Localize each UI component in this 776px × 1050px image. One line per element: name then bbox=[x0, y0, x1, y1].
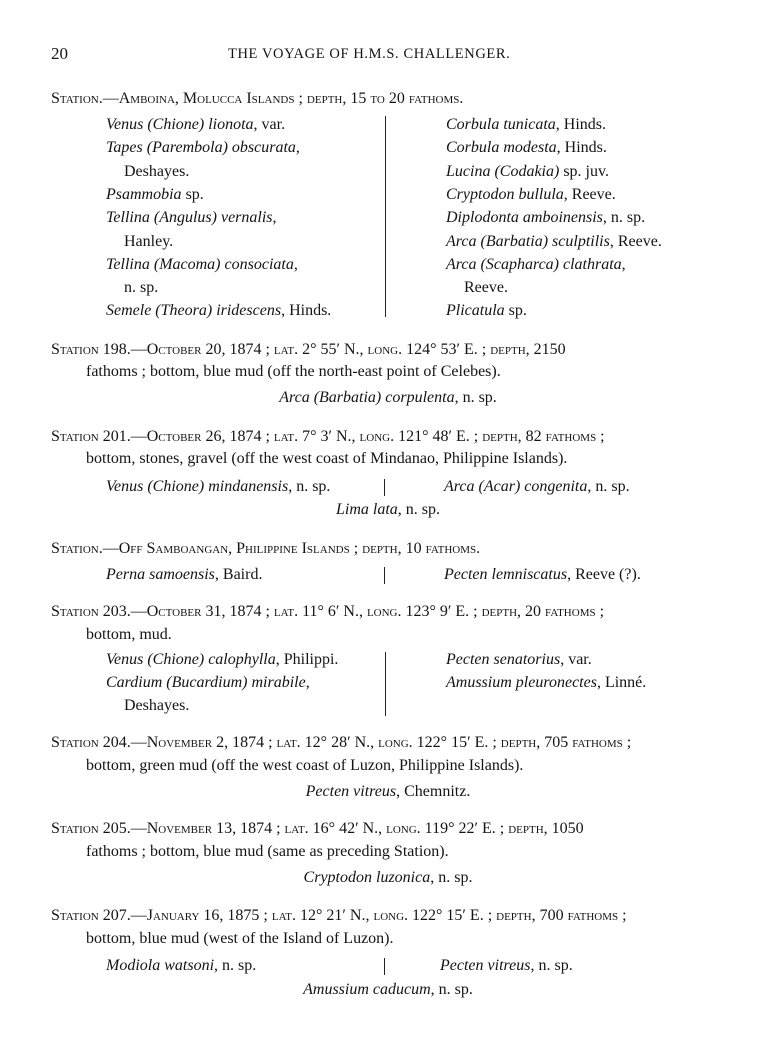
station-207-heading-line2: bottom, blue mud (west of the Island of Luzon). bbox=[86, 930, 394, 947]
species-name: Diplodonta amboinensis bbox=[446, 209, 603, 227]
station-heading-samboangan: Station.—Off Samboangan, Philippine Islands ; depth, 10 fathoms. bbox=[51, 540, 481, 557]
species-authority: , Reeve (?). bbox=[567, 566, 641, 583]
species-authority: , n. sp. bbox=[454, 389, 497, 406]
species-name: Pecten vitreus bbox=[440, 957, 531, 974]
species-centered bbox=[0, 501, 776, 519]
species-line bbox=[124, 279, 158, 297]
species-name: Arca (Barbatia) corpulenta bbox=[279, 389, 455, 406]
species-line bbox=[106, 302, 331, 320]
species-authority: , Reeve. bbox=[563, 185, 616, 203]
species-authority: , var. bbox=[253, 116, 286, 133]
species-line bbox=[106, 116, 285, 134]
species-authority: , Hinds. bbox=[555, 116, 607, 133]
station-heading-amboina: Station.—Amboina, Molucca Islands ; depth, 15 to 20 fathoms. bbox=[51, 90, 464, 107]
species-name: Corbula tunicata bbox=[446, 116, 556, 133]
species-authority: , Reeve. bbox=[609, 232, 662, 250]
station-205-heading-line2: fathoms ; bottom, blue mud (same as preceding Station). bbox=[86, 843, 449, 860]
species-left bbox=[106, 478, 330, 496]
species-line bbox=[106, 186, 204, 204]
species-centered bbox=[0, 981, 776, 999]
species-name: Cryptodon luzonica bbox=[303, 869, 431, 886]
species-name: Pecten lemniscatus bbox=[444, 566, 568, 583]
species-name: Pecten senatorius bbox=[446, 651, 561, 668]
species-name: Cardium (Bucardium) mirabile bbox=[106, 674, 306, 691]
species-authority: , Philippi. bbox=[275, 651, 339, 668]
station-204-heading-line2: bottom, green mud (off the west coast of Luzon, Philippine Islands). bbox=[86, 757, 524, 774]
species-authority: , n. sp. bbox=[602, 209, 646, 227]
species-name: Tapes (Parembola) obscurata bbox=[106, 139, 296, 157]
column-divider bbox=[385, 116, 386, 317]
species-line bbox=[446, 139, 607, 157]
species-centered bbox=[0, 869, 776, 887]
column-divider bbox=[384, 479, 385, 496]
species-authority: , var. bbox=[560, 651, 592, 668]
species-authority: , Chemnitz. bbox=[396, 783, 471, 800]
species-authority: Deshayes. bbox=[124, 697, 190, 714]
species-authority: , Hinds. bbox=[281, 302, 332, 320]
species-authority: , n. sp. bbox=[214, 957, 257, 974]
species-centered bbox=[0, 389, 776, 407]
species-line bbox=[106, 651, 338, 669]
species-name: Psammobia bbox=[106, 185, 182, 203]
species-name: Perna samoensis bbox=[106, 566, 215, 583]
species-name: Cryptodon bullula bbox=[446, 185, 564, 203]
species-name: Arca (Scapharca) clathrata bbox=[446, 255, 622, 273]
station-205-heading-line1: Station 205.—November 13, 1874 ; lat. 16° 42′ N., long. 119° 22′ E. ; depth, 1050 bbox=[51, 820, 584, 837]
species-authority: n. sp. bbox=[124, 279, 159, 297]
species-line bbox=[446, 233, 662, 251]
species-name: Semele (Theora) iridescens bbox=[106, 302, 282, 320]
species-line bbox=[124, 697, 189, 715]
species-line bbox=[106, 256, 298, 274]
species-authority: , n. sp. bbox=[530, 957, 573, 974]
station-204-heading-line1: Station 204.—November 2, 1874 ; lat. 12° 28′ N., long. 122° 15′ E. ; depth, 705 fathoms ; bbox=[51, 734, 632, 751]
species-line bbox=[106, 674, 310, 692]
species-authority: , Hinds. bbox=[556, 139, 607, 157]
species-line bbox=[446, 302, 527, 320]
station-201-heading-line2: bottom, stones, gravel (off the west coast of Mindanao, Philippine Islands). bbox=[86, 450, 568, 467]
species-authority: , Baird. bbox=[214, 566, 263, 583]
species-authority: , bbox=[272, 209, 277, 227]
species-name: Venus (Chione) calophylla bbox=[106, 651, 276, 668]
species-line bbox=[446, 116, 606, 134]
running-title: THE VOYAGE OF H.M.S. CHALLENGER. bbox=[228, 46, 511, 62]
species-authority: Hanley. bbox=[124, 232, 174, 250]
species-name: Plicatula bbox=[446, 302, 505, 320]
species-line bbox=[464, 279, 508, 297]
species-name: Lima lata bbox=[335, 501, 398, 518]
species-line bbox=[446, 209, 645, 227]
column-divider bbox=[385, 652, 386, 716]
station-207-heading-line1: Station 207.—January 16, 1875 ; lat. 12° 21′ N., long. 122° 15′ E. ; depth, 700 fathoms ; bbox=[51, 907, 627, 924]
station-198-heading-line2: fathoms ; bottom, blue mud (off the north-east point of Celebes). bbox=[86, 363, 501, 380]
species-left bbox=[106, 566, 262, 584]
species-name: Venus (Chione) mindanensis bbox=[106, 478, 289, 495]
species-authority: , n. sp. bbox=[430, 869, 473, 886]
species-authority: , bbox=[293, 255, 298, 273]
column-divider bbox=[384, 567, 385, 584]
species-right bbox=[440, 957, 573, 975]
species-authority: sp. juv. bbox=[559, 162, 609, 180]
species-line bbox=[446, 186, 616, 204]
species-authority: , n. sp. bbox=[288, 478, 331, 495]
species-name: Amussium caducum bbox=[303, 981, 431, 998]
station-203-heading-line2: bottom, mud. bbox=[86, 626, 172, 643]
species-line bbox=[124, 233, 173, 251]
species-name: Tellina (Macoma) consociata bbox=[106, 255, 294, 273]
species-authority: Deshayes. bbox=[124, 162, 190, 180]
species-name: Lucina (Codakia) bbox=[446, 162, 560, 180]
species-name: Modiola watsoni bbox=[106, 957, 215, 974]
species-name: Pecten vitreus bbox=[305, 783, 397, 800]
species-authority: , bbox=[621, 255, 626, 273]
station-198-heading-line1: Station 198.—October 20, 1874 ; lat. 2° 55′ N., long. 124° 53′ E. ; depth, 2150 bbox=[51, 341, 566, 358]
station-201-heading-line1: Station 201.—October 26, 1874 ; lat. 7° 3′ N., long. 121° 48′ E. ; depth, 82 fathoms ; bbox=[51, 428, 605, 445]
page-number: 20 bbox=[51, 44, 68, 63]
species-line bbox=[446, 163, 609, 181]
species-line bbox=[446, 256, 626, 274]
species-line bbox=[446, 651, 592, 669]
species-name: Tellina (Angulus) vernalis bbox=[106, 209, 273, 227]
species-name: Arca (Acar) congenita bbox=[444, 478, 588, 495]
species-authority: sp. bbox=[504, 302, 527, 320]
species-name: Corbula modesta bbox=[446, 139, 557, 157]
species-authority: , bbox=[295, 139, 300, 157]
species-centered bbox=[0, 783, 776, 801]
species-authority: , n. sp. bbox=[430, 981, 473, 998]
species-name: Venus (Chione) lionota bbox=[106, 116, 254, 133]
species-right bbox=[444, 478, 630, 496]
species-authority: Reeve. bbox=[464, 279, 508, 297]
species-name: Arca (Barbatia) sculptilis bbox=[446, 232, 610, 250]
species-authority: , bbox=[305, 674, 310, 691]
species-authority: sp. bbox=[181, 185, 204, 203]
species-name: Amussium pleuronectes bbox=[446, 674, 597, 691]
species-authority: , n. sp. bbox=[587, 478, 630, 495]
column-divider bbox=[384, 958, 385, 975]
station-203-heading-line1: Station 203.—October 31, 1874 ; lat. 11° 6′ N., long. 123° 9′ E. ; depth, 20 fathoms ; bbox=[51, 603, 605, 620]
species-line bbox=[446, 674, 646, 692]
species-left bbox=[106, 957, 256, 975]
species-line bbox=[124, 163, 189, 181]
species-line bbox=[106, 139, 300, 157]
species-right bbox=[444, 566, 641, 584]
species-authority: , n. sp. bbox=[397, 501, 441, 518]
species-authority: , Linné. bbox=[596, 674, 647, 691]
species-line bbox=[106, 209, 277, 227]
